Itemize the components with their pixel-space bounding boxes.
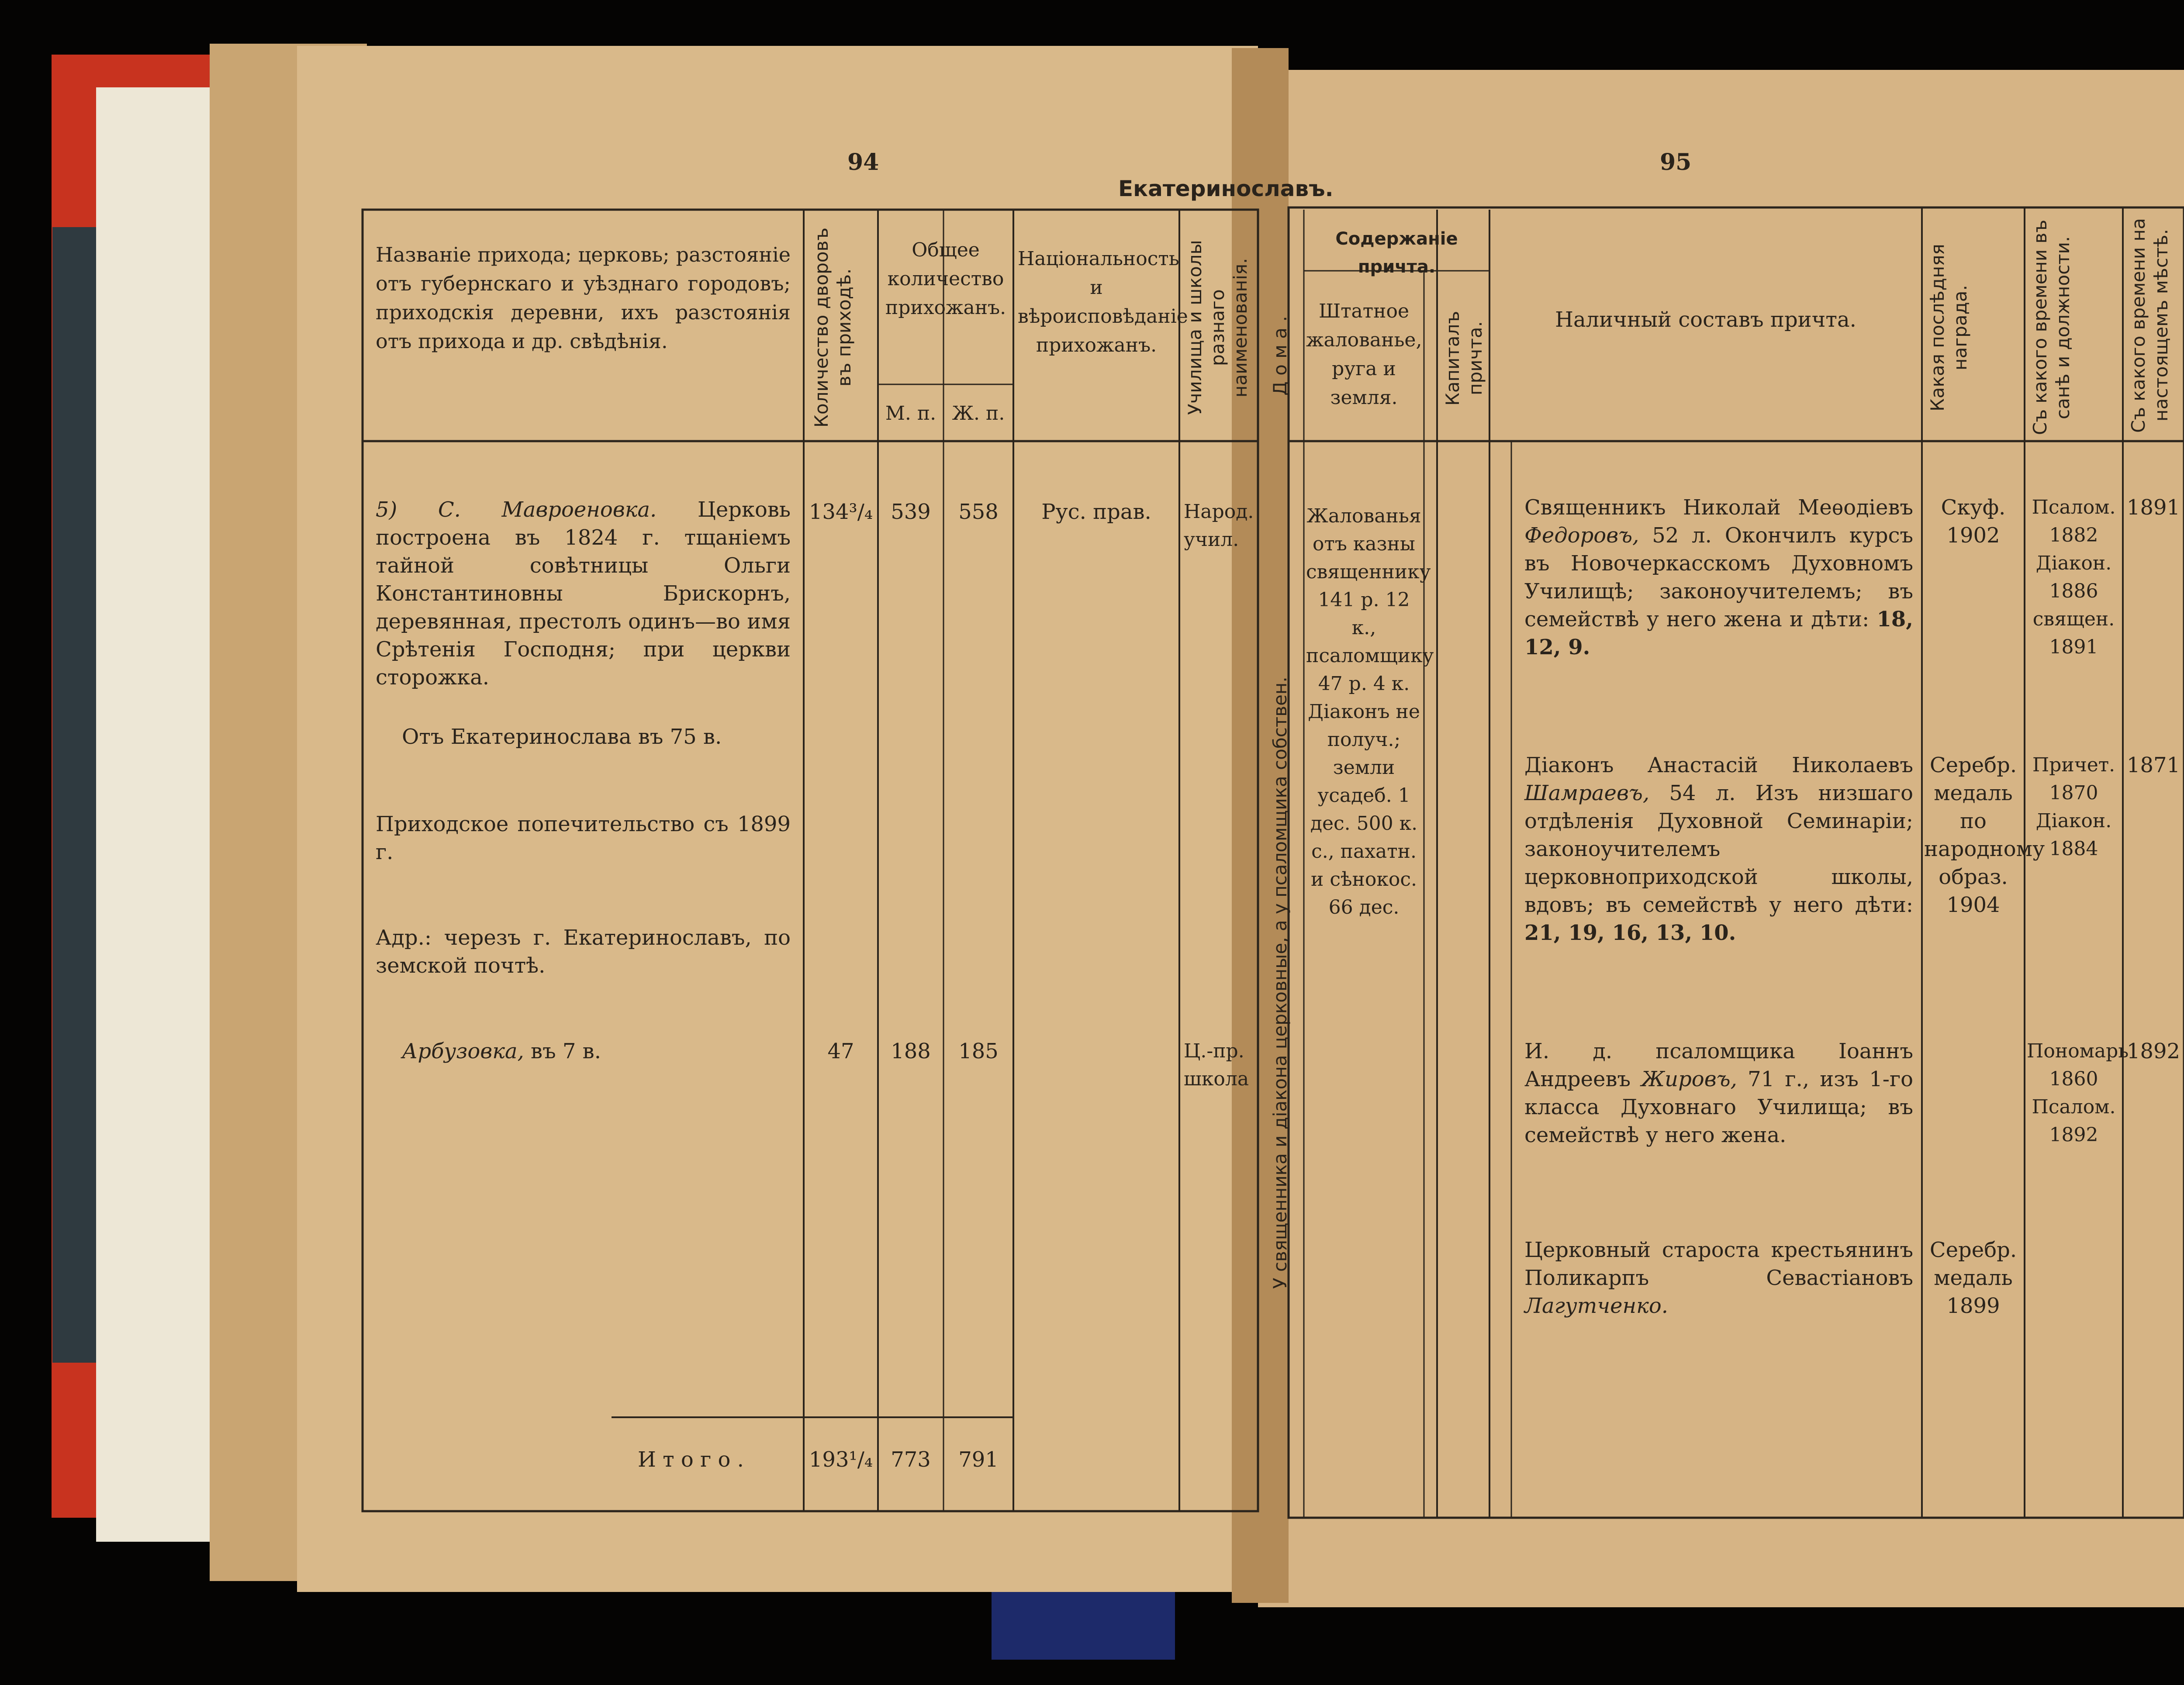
- priest-rank: Псалом. 1882 Діакон. 1886 священ. 1891: [2032, 496, 2116, 658]
- total-label: И т о г о .: [638, 1447, 744, 1472]
- deacon-rank: Причет. 1870 Діакон. 1884: [2032, 754, 2115, 860]
- houses-note: У священника и діакона церковные, а у псаломщика собствен.: [1269, 677, 1291, 1289]
- clergy-psalmist: [1524, 1037, 1913, 1149]
- village-distance-2: въ 7 в.: [531, 1039, 601, 1063]
- priest-place: 1891: [2126, 495, 2181, 520]
- warden-surname: Лагутченко.: [1524, 1294, 1668, 1318]
- priest-surname: Федоровъ,: [1524, 523, 1639, 548]
- deacon-children-ages: 21, 19, 16, 13, 10.: [1524, 921, 1736, 945]
- deacon-place: 1871: [2126, 753, 2181, 777]
- header-clergy-support: Содержаніе причта.: [1335, 229, 1458, 277]
- total-male: 773: [891, 1447, 931, 1472]
- trusteeship-text: Приходское попечительство съ 1899 г.: [376, 812, 791, 864]
- header-nationality: Національность и вѣроисповѣданіе прихожанъ.: [1018, 248, 1188, 356]
- school-value: Народ. учил.: [1184, 501, 1254, 551]
- warden-name: Церковный староста крестьянинъ Поликарпъ Севастіановъ: [1524, 1238, 1913, 1290]
- header-parish: Названіе прихода; церковь; разстояніе отъ губернскаго и уѣзднаго городовъ; приходскія деревни, ихъ разстоянія отъ прихода и др. свѣдѣнія.: [376, 243, 791, 353]
- total-households: 193¹/₄: [809, 1447, 873, 1472]
- male-value: 539: [891, 500, 931, 524]
- priest-name: Священникъ Николай Меѳодіевъ: [1524, 495, 1913, 520]
- priest-details: 52 л. Окончилъ курсъ въ Новочеркасскомъ Духовномъ Училищѣ; законоучителемъ; въ семействѣ у него жена и дѣти:: [1524, 523, 1913, 632]
- village-name: 5) С. Мавроеновка.: [376, 497, 657, 522]
- header-award: Какая послѣдняя награда.: [1927, 244, 1971, 411]
- church-description: Церковь построена въ 1824 г. тщаніемъ тайной совѣтницы Ольги Константиновны Брискорнъ, деревянная, престолъ одинъ—во имя Срѣтенія Господня; при церкви сторожка.: [376, 497, 791, 690]
- clergy-warden: [1524, 1236, 1913, 1320]
- households-value-2: 47: [827, 1039, 854, 1063]
- village-name-2: Арбузовка,: [402, 1039, 524, 1063]
- salary-text: Жалованья отъ казны священнику 141 р. 12 к., псаломщику 47 р. 4 к. Діаконъ не получ.; земли усадеб. 1 дес. 500 к. с., пахатн. и сѣнокос. 66 дес.: [1306, 505, 1434, 918]
- clergy-deacon: [1524, 751, 1913, 947]
- header-since-rank: Съ какого времени въ санѣ и должности.: [2029, 220, 2073, 435]
- psalmist-details: 71 г., изъ 1-го класса Духовнаго Училища; въ семействѣ у него жена.: [1524, 1067, 1913, 1147]
- entry-mavroenovka: [376, 496, 791, 691]
- male-value-2: 188: [891, 1039, 931, 1063]
- deacon-award: Серебр. медаль по народному образ. 1904: [1924, 753, 2045, 917]
- header-houses: Д о м а .: [1269, 316, 1291, 396]
- deacon-details: 54 л. Изъ низшаго отдѣленія Духовной Семинаріи; законоучителемъ церковноприходской школы, вдовъ; въ семействѣ у него дѣти:: [1524, 781, 1913, 917]
- header-male: М. п.: [885, 402, 936, 425]
- running-head: Екатеринославъ.: [1118, 176, 1334, 201]
- distance-text: Отъ Екатеринослава въ 75 в.: [402, 725, 722, 749]
- header-capital: Капиталъ причта.: [1442, 311, 1486, 406]
- entry-arbuzovka: [402, 1037, 791, 1065]
- psalmist-name: И. д. псаломщика Іоаннъ Андреевъ: [1524, 1039, 1913, 1091]
- header-salary: Штатное жалованье, руга и земля.: [1306, 300, 1422, 409]
- psalmist-surname: Жировъ,: [1641, 1067, 1737, 1091]
- priest-award: Скуф. 1902: [1941, 495, 2006, 548]
- header-households: Количество дворовъ въ приходѣ.: [811, 228, 855, 428]
- header-clergy: Наличный составъ причта.: [1555, 307, 1856, 332]
- deacon-name: Діаконъ Анастасій Николаевъ: [1524, 753, 1913, 777]
- female-value-2: 185: [958, 1039, 999, 1063]
- nationality-value: Рус. прав.: [1041, 500, 1151, 524]
- psalmist-rank: Пономарь 1860 Псалом. 1892: [2027, 1040, 2129, 1146]
- address-text: Адр.: черезъ г. Екатеринославъ, по земской почтѣ.: [376, 925, 791, 978]
- page-number-94: 94: [847, 149, 879, 176]
- total-female: 791: [958, 1447, 999, 1472]
- page-number-95: 95: [1660, 149, 1692, 176]
- header-female: Ж. п.: [952, 402, 1005, 425]
- school-value-2: Ц.-пр. школа: [1184, 1040, 1249, 1090]
- priest-children-ages: 18, 12, 9.: [1524, 607, 1913, 659]
- clergy-priest: [1524, 494, 1913, 661]
- deacon-surname: Шамраевъ,: [1524, 781, 1650, 805]
- psalmist-place: 1892: [2126, 1039, 2181, 1063]
- header-schools: Училища и школы разнаго наименованія.: [1184, 240, 1251, 415]
- households-value: 134³/₄: [809, 500, 873, 524]
- header-total-parishioners: Общее количество прихожанъ.: [885, 239, 1006, 319]
- warden-award: Серебр. медаль 1899: [1929, 1238, 2017, 1318]
- header-since-place: Съ какого времени на настоящемъ мѣстѣ.: [2128, 218, 2172, 433]
- female-value: 558: [958, 500, 999, 524]
